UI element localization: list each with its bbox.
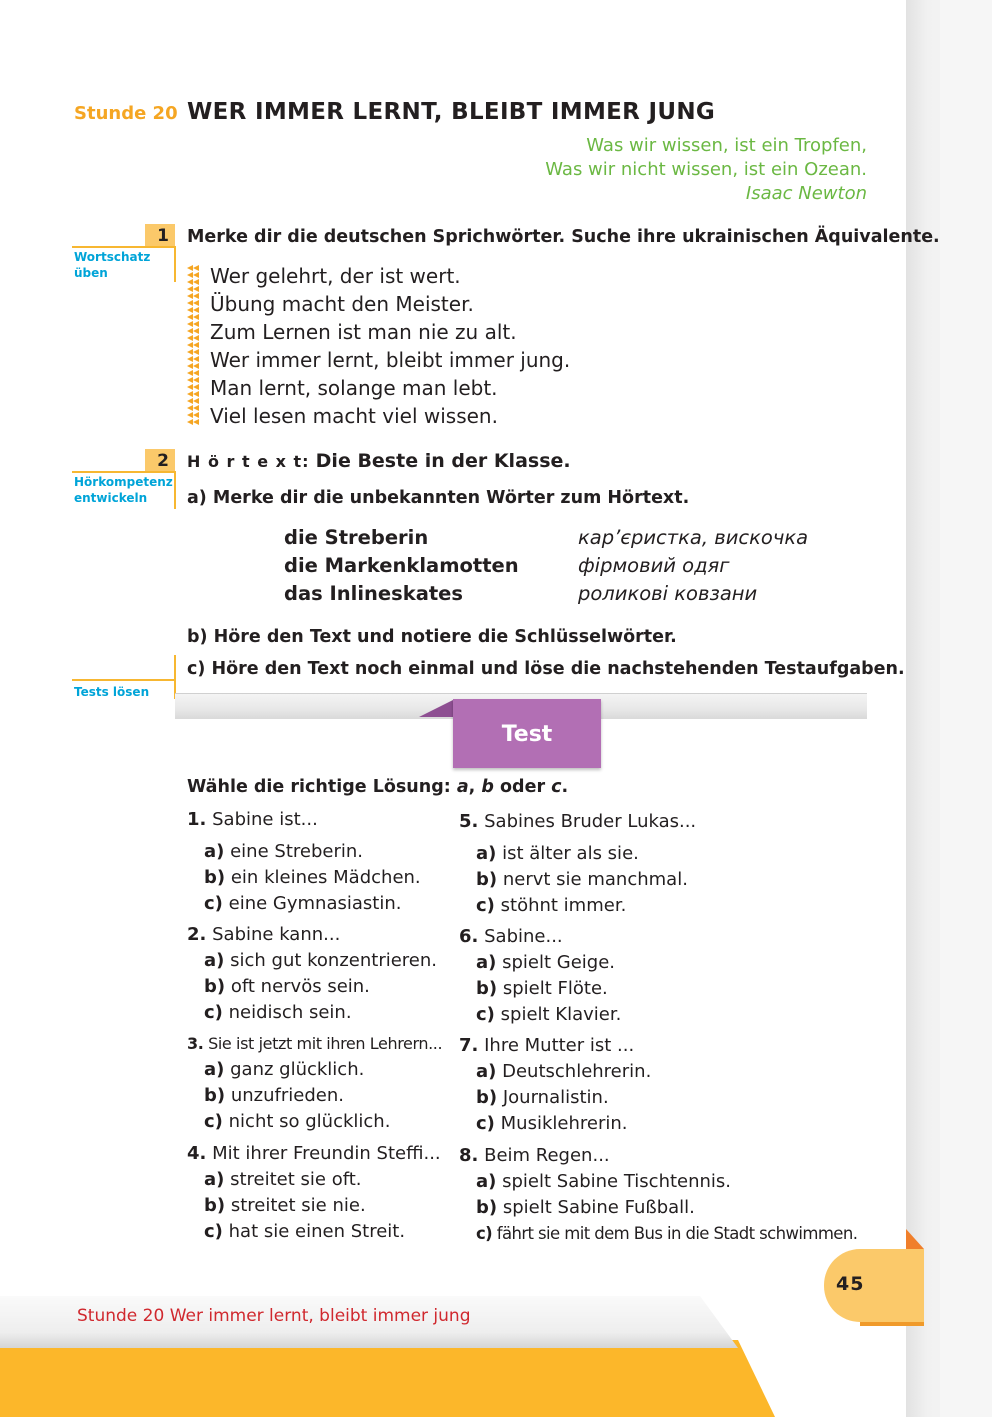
chevron-bullet-icon <box>187 405 201 412</box>
chevron-bullet-icon <box>187 356 201 363</box>
table-row <box>284 580 808 608</box>
chevron-bullet-icon <box>187 279 201 286</box>
task-number-badge: 1 <box>145 224 175 248</box>
hortext-title: Die Beste in der Klasse. <box>315 450 571 472</box>
chevron-bullet-column <box>187 265 203 426</box>
chevron-bullet-icon <box>187 314 201 321</box>
question-text: Sabine kann... <box>212 924 341 945</box>
sidebar-divider-vertical <box>174 246 176 282</box>
sidebar-divider <box>72 246 176 248</box>
answer-option: c) nicht so glücklich. <box>204 1111 391 1132</box>
question-4 <box>187 1141 441 1245</box>
question-text: Beim Regen... <box>484 1145 610 1166</box>
answer-option: b) Journalistin. <box>476 1087 609 1108</box>
chevron-bullet-icon <box>187 335 201 342</box>
list-item: Zum Lernen ist man nie zu alt. <box>210 320 517 344</box>
question-number: 7. <box>459 1035 479 1056</box>
task2-part-b: b) Höre den Text und notiere die Schlüsselwörter. <box>187 627 677 647</box>
answer-option: b) spielt Sabine Fußball. <box>476 1197 695 1218</box>
chevron-bullet-icon <box>187 272 201 279</box>
question-7 <box>459 1033 651 1137</box>
answer-option: c) eine Gymnasiastin. <box>204 893 402 914</box>
answer-option: b) ein kleines Mädchen. <box>204 867 421 888</box>
chevron-bullet-icon <box>187 384 201 391</box>
answer-option: b) spielt Flöte. <box>476 978 608 999</box>
answer-option: c) hat sie einen Streit. <box>204 1221 406 1242</box>
sidebar-divider <box>72 471 176 473</box>
chevron-bullet-icon <box>187 342 201 349</box>
list-item: Man lernt, solange man lebt. <box>210 376 498 400</box>
answer-option: a) sich gut konzentrieren. <box>204 950 438 971</box>
chevron-bullet-icon <box>187 349 201 356</box>
test-tab: Test <box>453 699 601 768</box>
table-row <box>284 552 808 580</box>
proverb-list <box>210 262 570 430</box>
instruction-option: c <box>551 777 562 797</box>
answer-option: c) fährt sie mit dem Bus in die Stadt schwimmen. <box>476 1224 858 1243</box>
answer-option: c) Musiklehrerin. <box>476 1113 628 1134</box>
page-number: 45 <box>836 1273 865 1295</box>
answer-option: c) neidisch sein. <box>204 1002 352 1023</box>
chevron-bullet-icon <box>187 328 201 335</box>
list-item: Übung macht den Meister. <box>210 292 474 316</box>
sidebar-divider-vertical <box>174 471 176 509</box>
list-item: Wer immer lernt, bleibt immer jung. <box>210 348 571 372</box>
vocab-ukrainian: фірмовий одяг <box>578 554 730 577</box>
question-text: Mit ihrer Freundin Steffi... <box>212 1143 441 1164</box>
running-title: Stunde 20 Wer immer lernt, bleibt immer jung <box>77 1306 471 1326</box>
vocab-german: die Streberin <box>284 526 429 549</box>
quote-line: Was wir wissen, ist ein Tropfen, <box>586 135 867 156</box>
sidebar-skill-line: Wortschatz <box>74 250 151 264</box>
question-text: Sabine ist... <box>212 809 318 830</box>
vocab-ukrainian: кар’єристка, вискочка <box>578 526 809 549</box>
question-2 <box>187 922 437 1026</box>
answer-option: c) stöhnt immer. <box>476 895 627 916</box>
vocab-german: das Inlineskates <box>284 582 464 605</box>
question-1 <box>187 807 421 917</box>
question-text: Sabines Bruder Lukas... <box>484 811 697 832</box>
question-number: 3. <box>187 1034 204 1053</box>
question-number: 2. <box>187 924 207 945</box>
instruction-text: . <box>561 777 569 797</box>
instruction-text: Wähle die richtige Lösung: <box>187 777 457 797</box>
chevron-bullet-icon <box>187 419 201 426</box>
sidebar-skill-line: Hörkompetenz <box>74 475 173 489</box>
chevron-bullet-icon <box>187 377 201 384</box>
answer-option: b) oft nervös sein. <box>204 976 370 997</box>
chevron-bullet-icon <box>187 412 201 419</box>
chevron-bullet-icon <box>187 321 201 328</box>
answer-option: a) eine Streberin. <box>204 841 363 862</box>
lesson-label: Stunde 20 <box>74 103 178 124</box>
answer-option: b) nervt sie manchmal. <box>476 869 688 890</box>
task-number-badge: 2 <box>145 449 175 473</box>
question-text: Sabine... <box>484 926 563 947</box>
answer-option: a) ganz glücklich. <box>204 1059 365 1080</box>
answer-option: a) spielt Geige. <box>476 952 616 973</box>
test-tab-fold <box>419 700 453 717</box>
sidebar-divider <box>72 679 176 681</box>
instruction-text: oder <box>493 777 552 797</box>
quote-line: Was wir nicht wissen, ist ein Ozean. <box>545 159 867 180</box>
instruction-option: a <box>456 777 469 797</box>
chevron-bullet-icon <box>187 293 201 300</box>
list-item: Wer gelehrt, der ist wert. <box>210 264 461 288</box>
answer-option: a) spielt Sabine Tischtennis. <box>476 1171 732 1192</box>
sidebar-skill-label: Tests lösen <box>74 685 150 699</box>
question-number: 1. <box>187 809 207 830</box>
instruction-option: b <box>481 777 494 797</box>
chevron-bullet-icon <box>187 363 201 370</box>
vocab-german: die Markenklamotten <box>284 554 519 577</box>
question-6 <box>459 924 621 1028</box>
task2-part-a: a) Merke dir die unbekannten Wörter zum Hörtext. <box>187 488 690 508</box>
task1-instruction: Merke dir die deutschen Sprichwörter. Suche ihre ukrainischen Äquivalente. <box>187 227 940 247</box>
hortext-label: H ö r t e x t: <box>187 452 310 471</box>
answer-option: c) spielt Klavier. <box>476 1004 622 1025</box>
vocabulary-table <box>284 524 808 608</box>
footer-band <box>0 1340 775 1417</box>
chevron-bullet-icon <box>187 398 201 405</box>
answer-option: a) Deutschlehrerin. <box>476 1061 652 1082</box>
page-title: WER IMMER LERNT, BLEIBT IMMER JUNG <box>187 99 716 125</box>
task2-part-c: c) Höre den Text noch einmal und löse die nachstehenden Testaufgaben. <box>187 659 905 679</box>
answer-option: a) ist älter als sie. <box>476 843 639 864</box>
quote-author: Isaac Newton <box>745 183 867 204</box>
sidebar-skill-label <box>74 474 173 506</box>
chevron-bullet-icon <box>187 286 201 293</box>
question-number: 4. <box>187 1143 207 1164</box>
sidebar-skill-label <box>74 249 150 281</box>
answer-option: a) streitet sie oft. <box>204 1169 362 1190</box>
question-3 <box>187 1031 442 1135</box>
instruction-text: , <box>468 777 482 797</box>
page-edge <box>940 0 992 1417</box>
chevron-bullet-icon <box>187 391 201 398</box>
answer-option: b) unzufrieden. <box>204 1085 344 1106</box>
vocab-ukrainian: роликові ковзани <box>578 582 758 605</box>
epigraph-quote <box>545 134 867 206</box>
chevron-bullet-icon <box>187 265 201 272</box>
question-5 <box>459 809 696 919</box>
question-number: 8. <box>459 1145 479 1166</box>
chevron-bullet-icon <box>187 300 201 307</box>
chevron-bullet-icon <box>187 307 201 314</box>
answer-option: b) streitet sie nie. <box>204 1195 366 1216</box>
sidebar-skill-line: üben <box>74 266 108 280</box>
task2-heading <box>187 450 571 472</box>
sidebar-skill-line: entwickeln <box>74 491 148 505</box>
question-text: Ihre Mutter ist ... <box>484 1035 635 1056</box>
question-text: Sie ist jetzt mit ihren Lehrern... <box>208 1034 443 1053</box>
question-number: 6. <box>459 926 479 947</box>
list-item: Viel lesen macht viel wissen. <box>210 404 498 428</box>
page-corner-decoration <box>906 1229 924 1249</box>
question-number: 5. <box>459 811 479 832</box>
chevron-bullet-icon <box>187 370 201 377</box>
test-instruction <box>187 777 568 797</box>
question-8 <box>459 1143 857 1247</box>
table-row <box>284 524 808 552</box>
